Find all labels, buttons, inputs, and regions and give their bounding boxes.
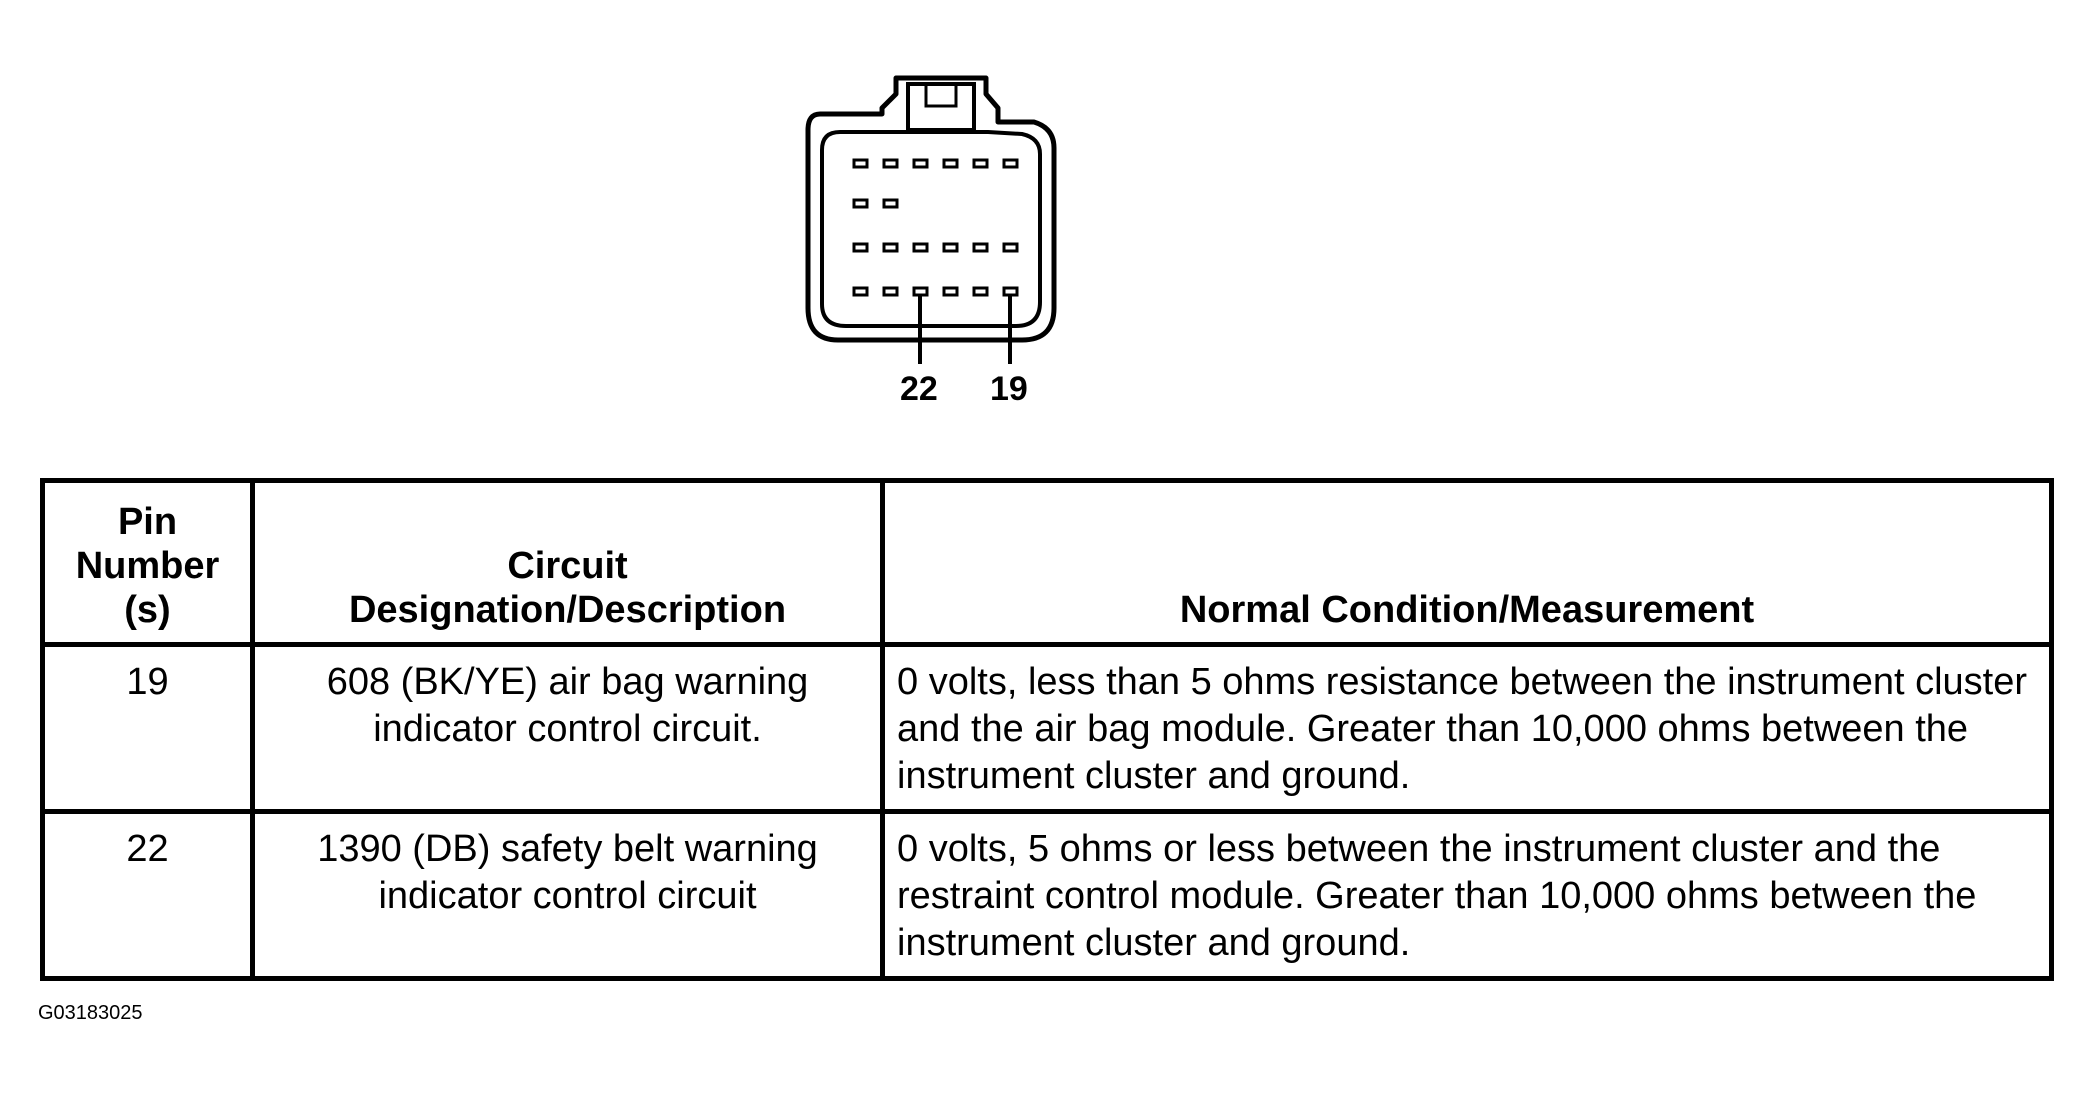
pin-cavity-row-2 <box>854 200 897 207</box>
header-pin-number: Pin Number (s) <box>43 481 253 645</box>
circuit-cell: 1390 (DB) safety belt warning indicator control circuit <box>253 812 883 979</box>
figure-id: G03183025 <box>38 1002 143 1024</box>
header-circuit: Circuit Designation/Description <box>253 481 883 645</box>
connector-diagram <box>800 72 1070 417</box>
connector-face-view <box>800 72 1070 417</box>
table-row <box>43 812 2052 979</box>
pin-19-label: 19 <box>990 370 1028 408</box>
pin-cell: 19 <box>43 645 253 812</box>
pin-cavity-row-1 <box>854 160 1017 167</box>
circuit-cell: 608 (BK/YE) air bag warning indicator control circuit. <box>253 645 883 812</box>
pin-cell: 22 <box>43 812 253 979</box>
connector-latch-tab <box>926 84 956 106</box>
pin-chart-table <box>40 478 2054 981</box>
condition-cell: 0 volts, less than 5 ohms resistance between the instrument cluster and the air bag module. Greater than 10,000 ohms between the instrument cluster and ground. <box>883 645 2052 812</box>
pin-22-label: 22 <box>900 370 938 408</box>
table-header-row <box>43 481 2052 645</box>
pin-cavity-row-3 <box>854 244 1017 251</box>
table-row <box>43 645 2052 812</box>
condition-cell: 0 volts, 5 ohms or less between the instrument cluster and the restraint control module. Greater than 10,000 ohms between the instrument cluster and ground. <box>883 812 2052 979</box>
header-condition: Normal Condition/Measurement <box>883 481 2052 645</box>
connector-housing <box>808 78 1054 340</box>
pin-cavity-row-4 <box>854 288 1017 295</box>
